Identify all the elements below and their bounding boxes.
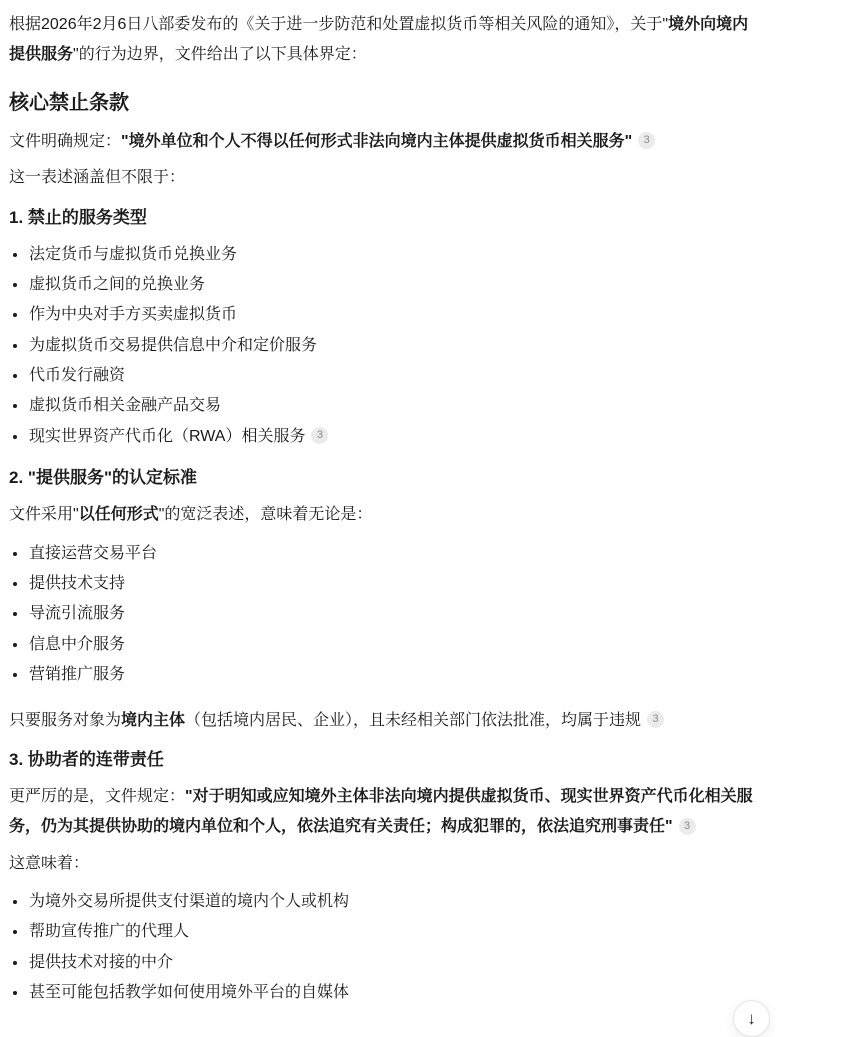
text-run: "的行为边界，文件给出了以下具体界定： xyxy=(73,46,367,64)
text-run: "的宽泛表述，意味着无论是： xyxy=(158,506,373,524)
bullet-list xyxy=(9,887,762,1009)
bold-text-run: "境外单位和个人不得以任何形式非法向境内主体提供虚拟货币相关服务" xyxy=(121,132,633,150)
text-run: 直接运营交易平台 xyxy=(29,544,158,562)
list-item xyxy=(28,270,762,300)
citation-badge[interactable]: 3 xyxy=(679,818,696,835)
text-run: 根据2026年2月6日八部委发布的《关于进一步防范和处置虚拟货币等相关风险的通知》，关于" xyxy=(9,16,669,33)
list-item xyxy=(28,599,762,629)
text-run: 文件明确规定： xyxy=(9,132,122,150)
bold-text-run: 境内主体 xyxy=(121,711,186,729)
list-item xyxy=(28,361,762,391)
text-run: 代币发行融资 xyxy=(29,367,126,385)
list-item xyxy=(28,630,762,660)
list-item xyxy=(28,660,762,690)
text-run: 帮助宣传推广的代理人 xyxy=(29,923,190,941)
bold-text-run: 境外向境内提供服务 xyxy=(9,16,749,64)
text-run: 作为中央对手方买卖虚拟货币 xyxy=(29,306,238,324)
paragraph xyxy=(9,500,762,530)
paragraph xyxy=(9,10,762,71)
list-item xyxy=(28,978,762,1008)
arrow-down-icon: ↓ xyxy=(747,1009,756,1028)
list-item xyxy=(28,887,762,917)
subsection-heading: 1. 禁止的服务类型 xyxy=(9,207,147,227)
text-run: 更严厉的是，文件规定： xyxy=(9,787,186,805)
section-heading: 核心禁止条款 xyxy=(9,91,129,114)
list-item xyxy=(28,569,762,599)
text-run: 导流引流服务 xyxy=(29,605,126,623)
paragraph xyxy=(9,127,762,157)
subsection-heading: 2. "提供服务"的认定标准 xyxy=(9,468,198,488)
bold-text-run: "对于明知或应知境外主体非法向境内提供虚拟货币、现实世界资产代币化相关服务，仍为其提供协助的境内单位和个人，依法追究有关责任；构成犯罪的，依法追究刑事责任" xyxy=(9,787,753,836)
paragraph xyxy=(9,849,762,879)
bullet-list xyxy=(9,240,762,453)
text-run: 为虚拟货币交易提供信息中介和定价服务 xyxy=(29,336,318,354)
text-run: 为境外交易所提供支付渠道的境内个人或机构 xyxy=(29,893,350,911)
bullet-list xyxy=(9,539,762,691)
bold-text-run: 以任何形式 xyxy=(78,506,159,524)
list-item xyxy=(28,422,762,452)
text-run: 只要服务对象为 xyxy=(9,711,122,729)
text-run: 提供技术对接的中介 xyxy=(29,953,174,971)
paragraph xyxy=(9,706,762,736)
scroll-to-bottom-button[interactable] xyxy=(733,1000,770,1037)
text-run: 文件采用" xyxy=(9,506,79,524)
text-run: 营销推广服务 xyxy=(29,666,126,684)
text-run: 这一表述涵盖但不限于： xyxy=(9,169,186,187)
text-run: 现实世界资产代币化（RWA）相关服务 xyxy=(29,427,306,445)
text-run: 虚拟货币之间的兑换业务 xyxy=(29,275,206,293)
list-item xyxy=(28,391,762,421)
text-run: 这意味着： xyxy=(9,854,90,872)
list-item xyxy=(28,539,762,569)
citation-badge[interactable]: 3 xyxy=(638,132,655,149)
citation-badge[interactable]: 3 xyxy=(647,711,664,728)
citation-badge[interactable]: 3 xyxy=(311,427,328,444)
text-run: 法定货币与虚拟货币兑换业务 xyxy=(29,245,238,263)
text-run: 提供技术支持 xyxy=(29,574,126,592)
list-item xyxy=(28,240,762,270)
subsection-heading: 3. 协助者的连带责任 xyxy=(9,749,164,769)
text-run: 虚拟货币相关金融产品交易 xyxy=(29,397,222,415)
paragraph xyxy=(9,163,762,193)
list-item xyxy=(28,917,762,947)
list-item xyxy=(28,331,762,361)
text-run: 信息中介服务 xyxy=(29,635,126,653)
text-run: 甚至可能包括教学如何使用境外平台的自媒体 xyxy=(29,984,350,1002)
list-item xyxy=(28,948,762,978)
paragraph xyxy=(9,782,762,843)
text-run: （包括境内居民、企业），且未经相关部门依法批准，均属于违规 xyxy=(185,711,642,729)
list-item xyxy=(28,300,762,330)
